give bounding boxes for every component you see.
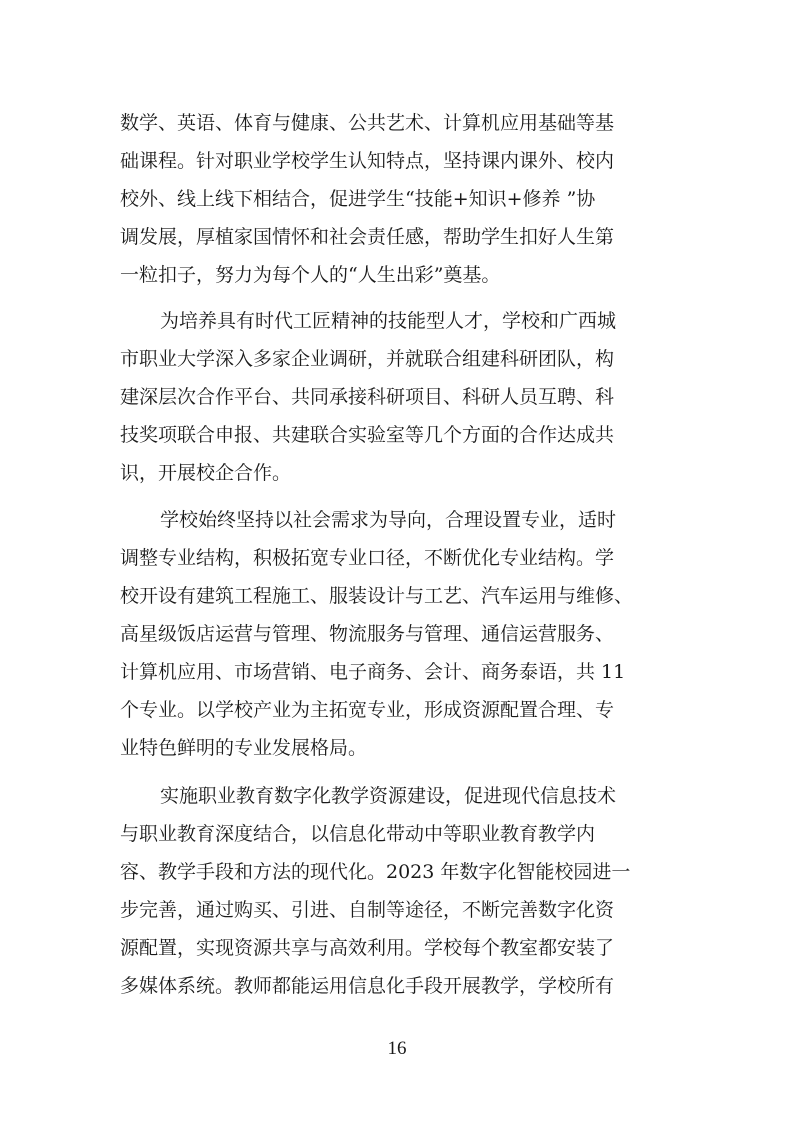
text-line: 与职业教育深度结合，以信息化带动中等职业教育教学内: [120, 823, 596, 845]
text-line: 个专业。以学校产业为主拓宽专业，形成资源配置合理、专: [120, 699, 615, 721]
text-line: 高星级饭店运营与管理、物流服务与管理、通信运营服务、: [120, 623, 615, 645]
paragraph-start-line: 学校始终坚持以社会需求为导向，合理设置专业，适时: [160, 509, 617, 531]
paragraph-start-line: 实施职业教育数字化教学资源建设，促进现代信息技术: [160, 785, 617, 807]
text-line: 技奖项联合申报、共建联合实验室等几个方面的合作达成共: [120, 424, 615, 446]
text-line: 数学、英语、体育与健康、公共艺术、计算机应用基础等基: [120, 112, 615, 134]
text-line: 一粒扣子，努力为每个人的“人生出彩”奠基。: [120, 264, 501, 286]
text-line: 市职业大学深入多家企业调研，并就联合组建科研团队，构: [120, 348, 615, 370]
text-line: 多媒体系统。教师都能运用信息化手段开展教学，学校所有: [120, 975, 615, 997]
text-line: 容、教学手段和方法的现代化。2023 年数字化智能校园进一: [120, 861, 631, 883]
text-line: 业特色鲜明的专业发展格局。: [120, 737, 368, 759]
text-line: 识，开展校企合作。: [120, 462, 292, 484]
text-line: 建深层次合作平台、共同承接科研项目、科研人员互聘、科: [120, 386, 615, 408]
text-line: 步完善，通过购买、引进、自制等途径，不断完善数字化资: [120, 899, 615, 921]
paragraph-start-line: 为培养具有时代工匠精神的技能型人才，学校和广西城: [160, 310, 617, 332]
text-line: 校开设有建筑工程施工、服装设计与工艺、汽车运用与维修、: [120, 585, 634, 607]
text-line: 校外、线上线下相结合，促进学生“技能+知识+修养 ”协: [120, 188, 596, 210]
page-number: 16: [387, 1038, 407, 1059]
text-line: 调整专业结构，积极拓宽专业口径，不断优化专业结构。学: [120, 547, 615, 569]
text-line: 源配置，实现资源共享与高效利用。学校每个教室都安装了: [120, 937, 615, 959]
text-line: 调发展，厚植家国情怀和社会责任感，帮助学生扣好人生第: [120, 226, 615, 248]
text-line: 计算机应用、市场营销、电子商务、会计、商务泰语，共 11: [120, 661, 626, 683]
text-line: 础课程。针对职业学校学生认知特点，坚持课内课外、校内: [120, 150, 615, 172]
